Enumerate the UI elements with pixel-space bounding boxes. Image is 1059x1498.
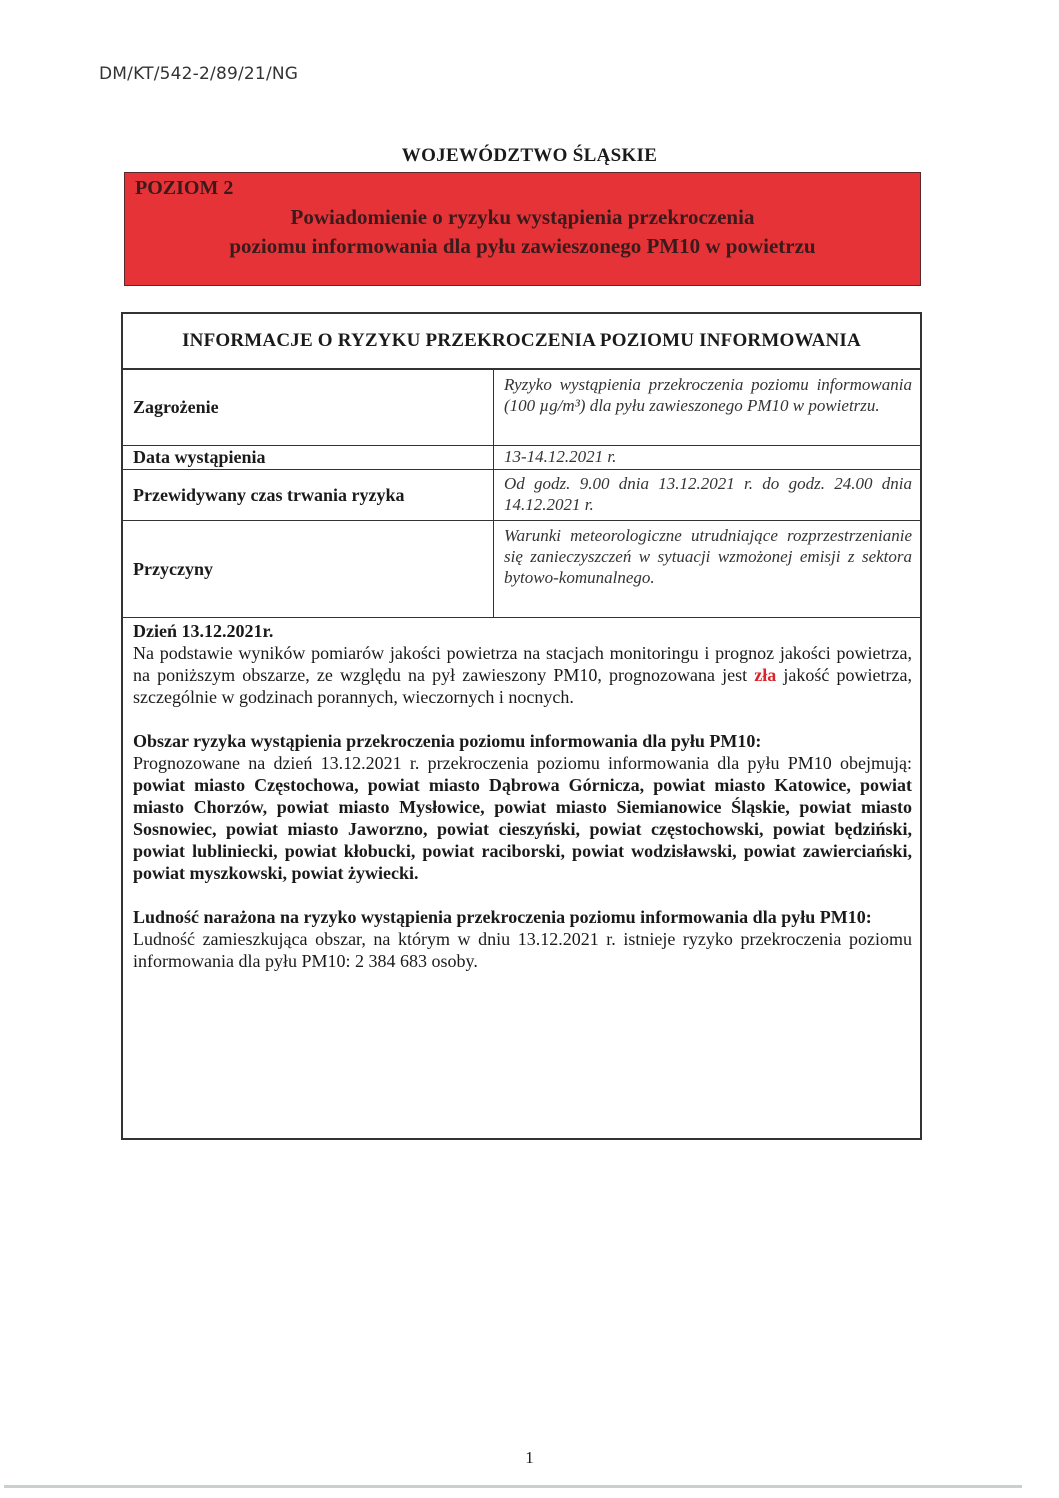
table-header: INFORMACJE O RYZYKU PRZEKROCZENIA POZIOMU INFORMOWANIA — [123, 314, 920, 370]
alert-title-line-1: Powiadomienie o ryzyku wystąpienia przekroczenia — [290, 205, 755, 229]
document-reference: DM/KT/542-2/89/21/NG — [99, 64, 299, 84]
area-heading: Obszar ryzyka wystąpienia przekroczenia poziomu informowania dla pyłu PM10: — [133, 731, 762, 751]
row-value: Warunki meteorologiczne utrudniające rozprzestrzenianie się zanieczyszczeń w sytuacji wzmożonej emisji z sektora bytowo-komunalnego. — [504, 526, 912, 587]
risk-info-table — [121, 312, 922, 1140]
area-intro: Prognozowane na dzień 13.12.2021 r. przekroczenia poziomu informowania dla pyłu PM10 obejmują: — [133, 753, 912, 773]
alert-title-line-2: poziomu informowania dla pyłu zawieszonego PM10 w powietrzu — [229, 234, 816, 258]
footer-rule — [4, 1485, 1022, 1488]
row-value: Ryzyko wystąpienia przekroczenia poziomu informowania (100 µg/m³) dla pyłu zawieszonego PM10 w powietrzu. — [504, 375, 912, 415]
population-heading: Ludność narażona na ryzyko wystąpienia przekroczenia poziomu informowania dla pyłu PM10: — [133, 907, 872, 927]
table-row — [123, 446, 920, 470]
alert-level: POZIOM 2 — [135, 177, 234, 199]
alert-title — [125, 203, 920, 261]
page-number: 1 — [525, 1448, 534, 1467]
day-text-end: jakość powietrza, szczególnie w godzinach porannych, wieczornych i nocnych. — [133, 665, 912, 707]
day-text — [133, 642, 912, 708]
table-row — [123, 370, 920, 446]
day-text-start: Na podstawie wyników pomiarów jakości powietrza na stacjach monitoringu i prognoz jakości powietrza, na poniższym obszarze, ze względu na pył zawieszony PM10, prognozowana jest — [133, 643, 912, 685]
day-heading: Dzień 13.12.2021r. — [133, 621, 274, 641]
table-row — [123, 521, 920, 618]
region-title: WOJEWÓDZTWO ŚLĄSKIE — [401, 145, 658, 166]
population-text: Ludność zamieszkująca obszar, na którym w dniu 13.12.2021 r. istnieje ryzyko przekroczenia poziomu informowania dla pyłu PM10: 2 384 683 osoby. — [133, 929, 912, 971]
row-value: Od godz. 9.00 dnia 13.12.2021 r. do godz. 24.00 dnia 14.12.2021 r. — [504, 474, 912, 514]
area-list: powiat miasto Częstochowa, powiat miasto Dąbrowa Górnicza, powiat miasto Katowice, powiat miasto Chorzów, powiat miasto Mysłowice, powiat miasto Siemianowice Śląskie, powiat miasto Sosnowiec, powiat miasto Jaworzno, powiat cieszyński, powiat częstochowski, powiat będziński, powiat lubliniecki, powiat kłobucki, powiat raciborski, powiat wodzisławski, powiat zawierciański, powiat myszkowski, powiat żywiecki. — [133, 775, 912, 883]
row-label: Data wystąpienia — [123, 446, 494, 469]
notice-body — [123, 618, 920, 972]
alert-banner — [124, 172, 921, 286]
table-row — [123, 470, 920, 521]
row-label: Zagrożenie — [123, 370, 494, 445]
row-value: 13-14.12.2021 r. — [504, 447, 617, 466]
row-label: Przyczyny — [123, 521, 494, 617]
air-quality-rating: zła — [754, 665, 777, 685]
row-label: Przewidywany czas trwania ryzyka — [123, 470, 494, 520]
area-text — [133, 752, 912, 884]
